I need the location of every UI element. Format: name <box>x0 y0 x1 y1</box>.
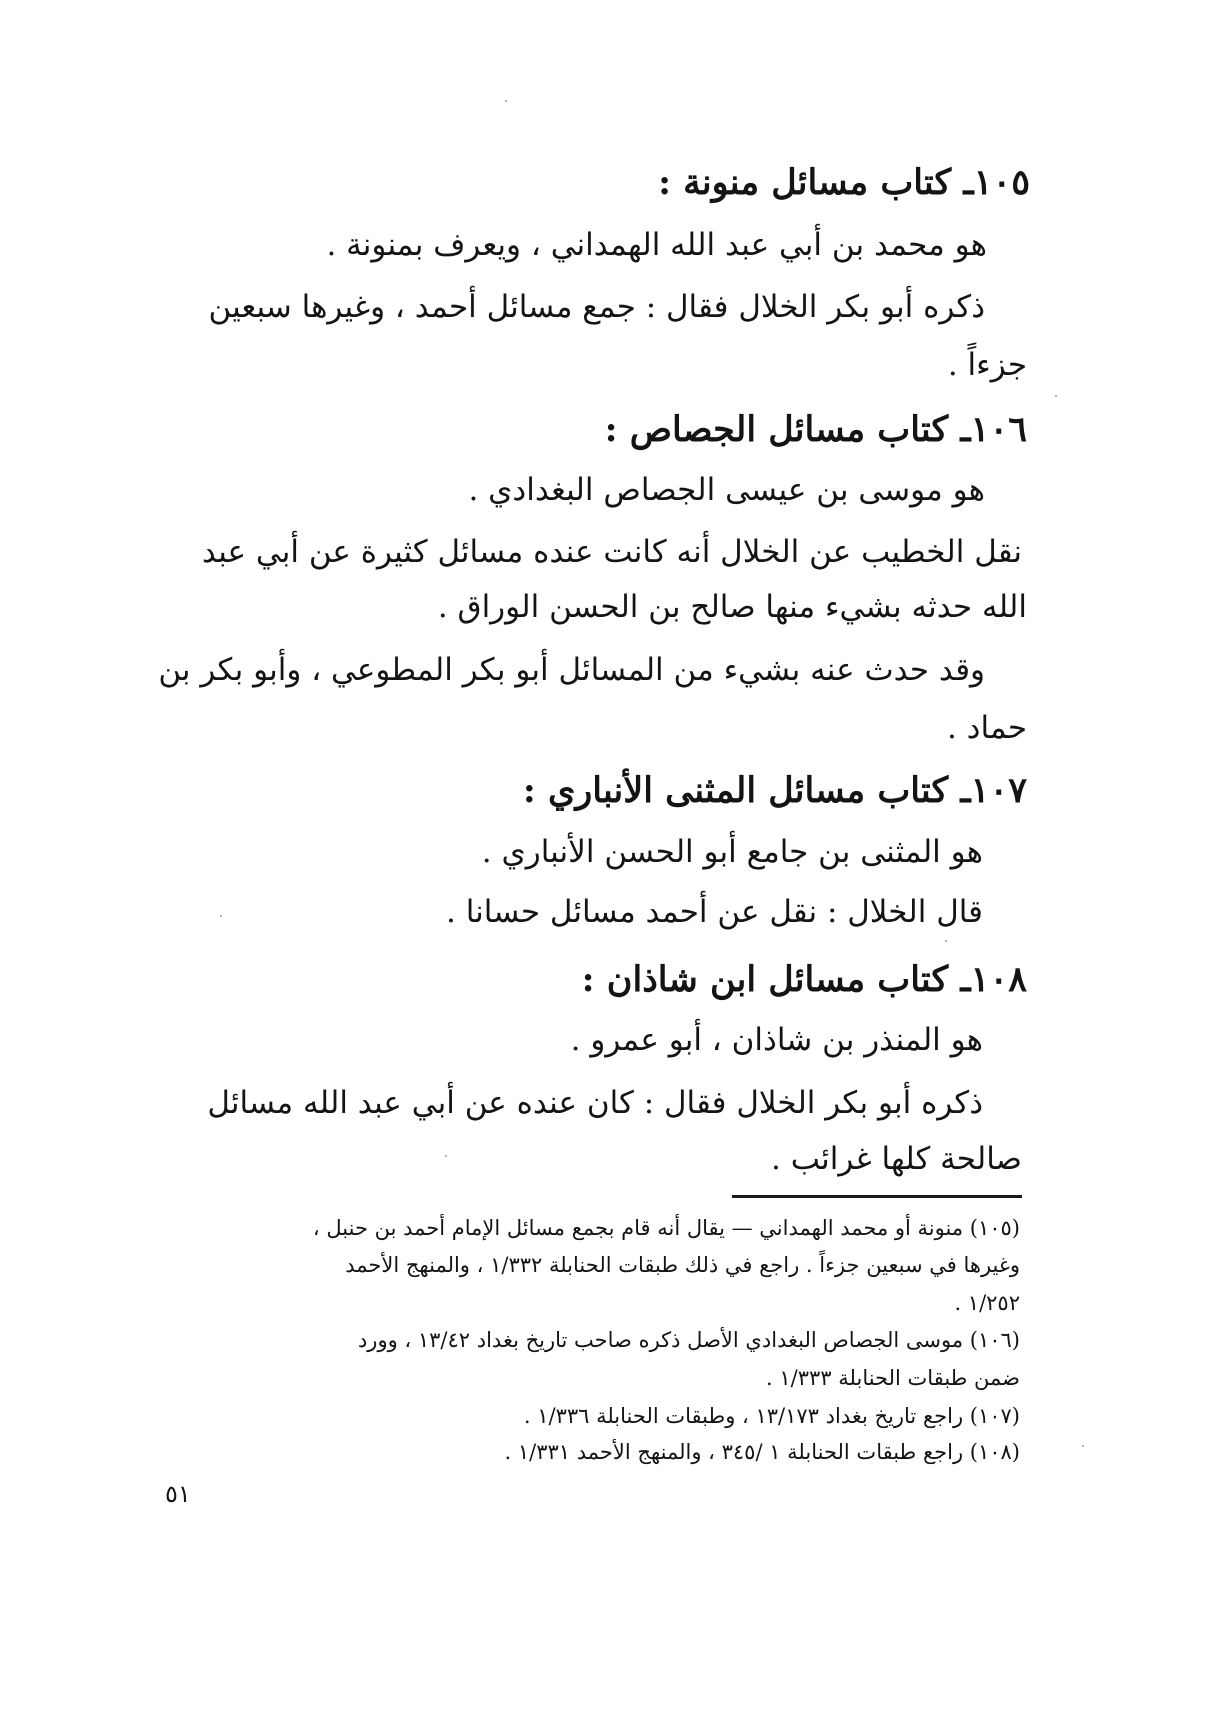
entry-108-line-3: صالحة كلها غرائب . <box>770 1141 1022 1177</box>
entry-105-line-2: ذكره أبو بكر الخلال فقال : جمع مسائل أحمد ، وغيرها سبعين <box>208 289 985 325</box>
entry-105-heading: ١٠٥ـ كتاب مسائل منونة : <box>658 162 1030 203</box>
scan-speck <box>220 915 222 917</box>
entry-108-line-2: ذكره أبو بكر الخلال فقال : كان عنده عن أبي عبد الله مسائل <box>207 1085 983 1121</box>
entry-106-line-2: نقل الخطيب عن الخلال أنه كانت عنده مسائل كثيرة عن أبي عبد <box>201 534 1022 570</box>
scan-speck <box>1082 1445 1084 1447</box>
footnote-line-1: (١٠٥) منونة أو محمد الهمداني — يقال أنه قام بجمع مسائل الإمام أحمد بن حنبل ، <box>312 1216 1020 1240</box>
entry-106-heading: ١٠٦ـ كتاب مسائل الجصاص : <box>604 409 1027 450</box>
entry-106-line-1: هو موسى بن عيسى الجصاص البغدادي . <box>468 472 985 508</box>
scan-speck <box>505 100 507 102</box>
entry-106-line-3: الله حدثه بشيء منها صالح بن الحسن الوراق . <box>437 589 1027 625</box>
scan-speck <box>445 1155 447 1157</box>
entry-106-line-4: وقد حدث عنه بشيء من المسائل أبو بكر المطوعي ، وأبو بكر بن <box>158 652 985 688</box>
entry-107-line-1: هو المثنى بن جامع أبو الحسن الأنباري . <box>481 834 983 870</box>
entry-105-line-1: هو محمد بن أبي عبد الله الهمداني ، ويعرف بمنونة . <box>326 227 987 263</box>
scan-speck <box>1055 395 1057 397</box>
entry-108-heading: ١٠٨ـ كتاب مسائل ابن شاذان : <box>581 959 1027 1000</box>
entry-107-line-2: قال الخلال : نقل عن أحمد مسائل حسانا . <box>445 894 983 930</box>
entry-108-line-1: هو المنذر بن شاذان ، أبو عمرو . <box>570 1022 983 1058</box>
footnote-line-5: ضمن طبقات الحنابلة ١/٣٣٣ . <box>766 1366 1020 1390</box>
footnote-line-6: (١٠٧) راجع تاريخ بغداد ١٣/١٧٣ ، وطبقات الحنابلة ١/٣٣٦ . <box>523 1404 1020 1428</box>
footnote-line-7: (١٠٨) راجع طبقات الحنابلة ١ /٣٤٥ ، والمنهج الأحمد ١/٣٣١ . <box>504 1440 1020 1464</box>
page-number: ٥١ <box>165 1480 191 1508</box>
entry-107-heading: ١٠٧ـ كتاب مسائل المثنى الأنباري : <box>522 770 1027 811</box>
footnote-line-4: (١٠٦) موسى الجصاص البغدادي الأصل ذكره صاحب تاريخ بغداد ١٣/٤٢ ، وورد <box>357 1328 1020 1352</box>
entry-106-line-5: حماد . <box>946 710 1027 746</box>
entry-105-line-3: جزءاً . <box>947 347 1027 383</box>
footnote-line-3: ١/٢٥٢ . <box>954 1291 1020 1315</box>
footnote-line-2: وغيرها في سبعين جزءاً . راجع في ذلك طبقات الحنابلة ١/٣٣٢ ، والمنهج الأحمد <box>345 1253 1020 1277</box>
scan-speck <box>945 940 947 942</box>
footnote-separator <box>732 1195 1022 1198</box>
